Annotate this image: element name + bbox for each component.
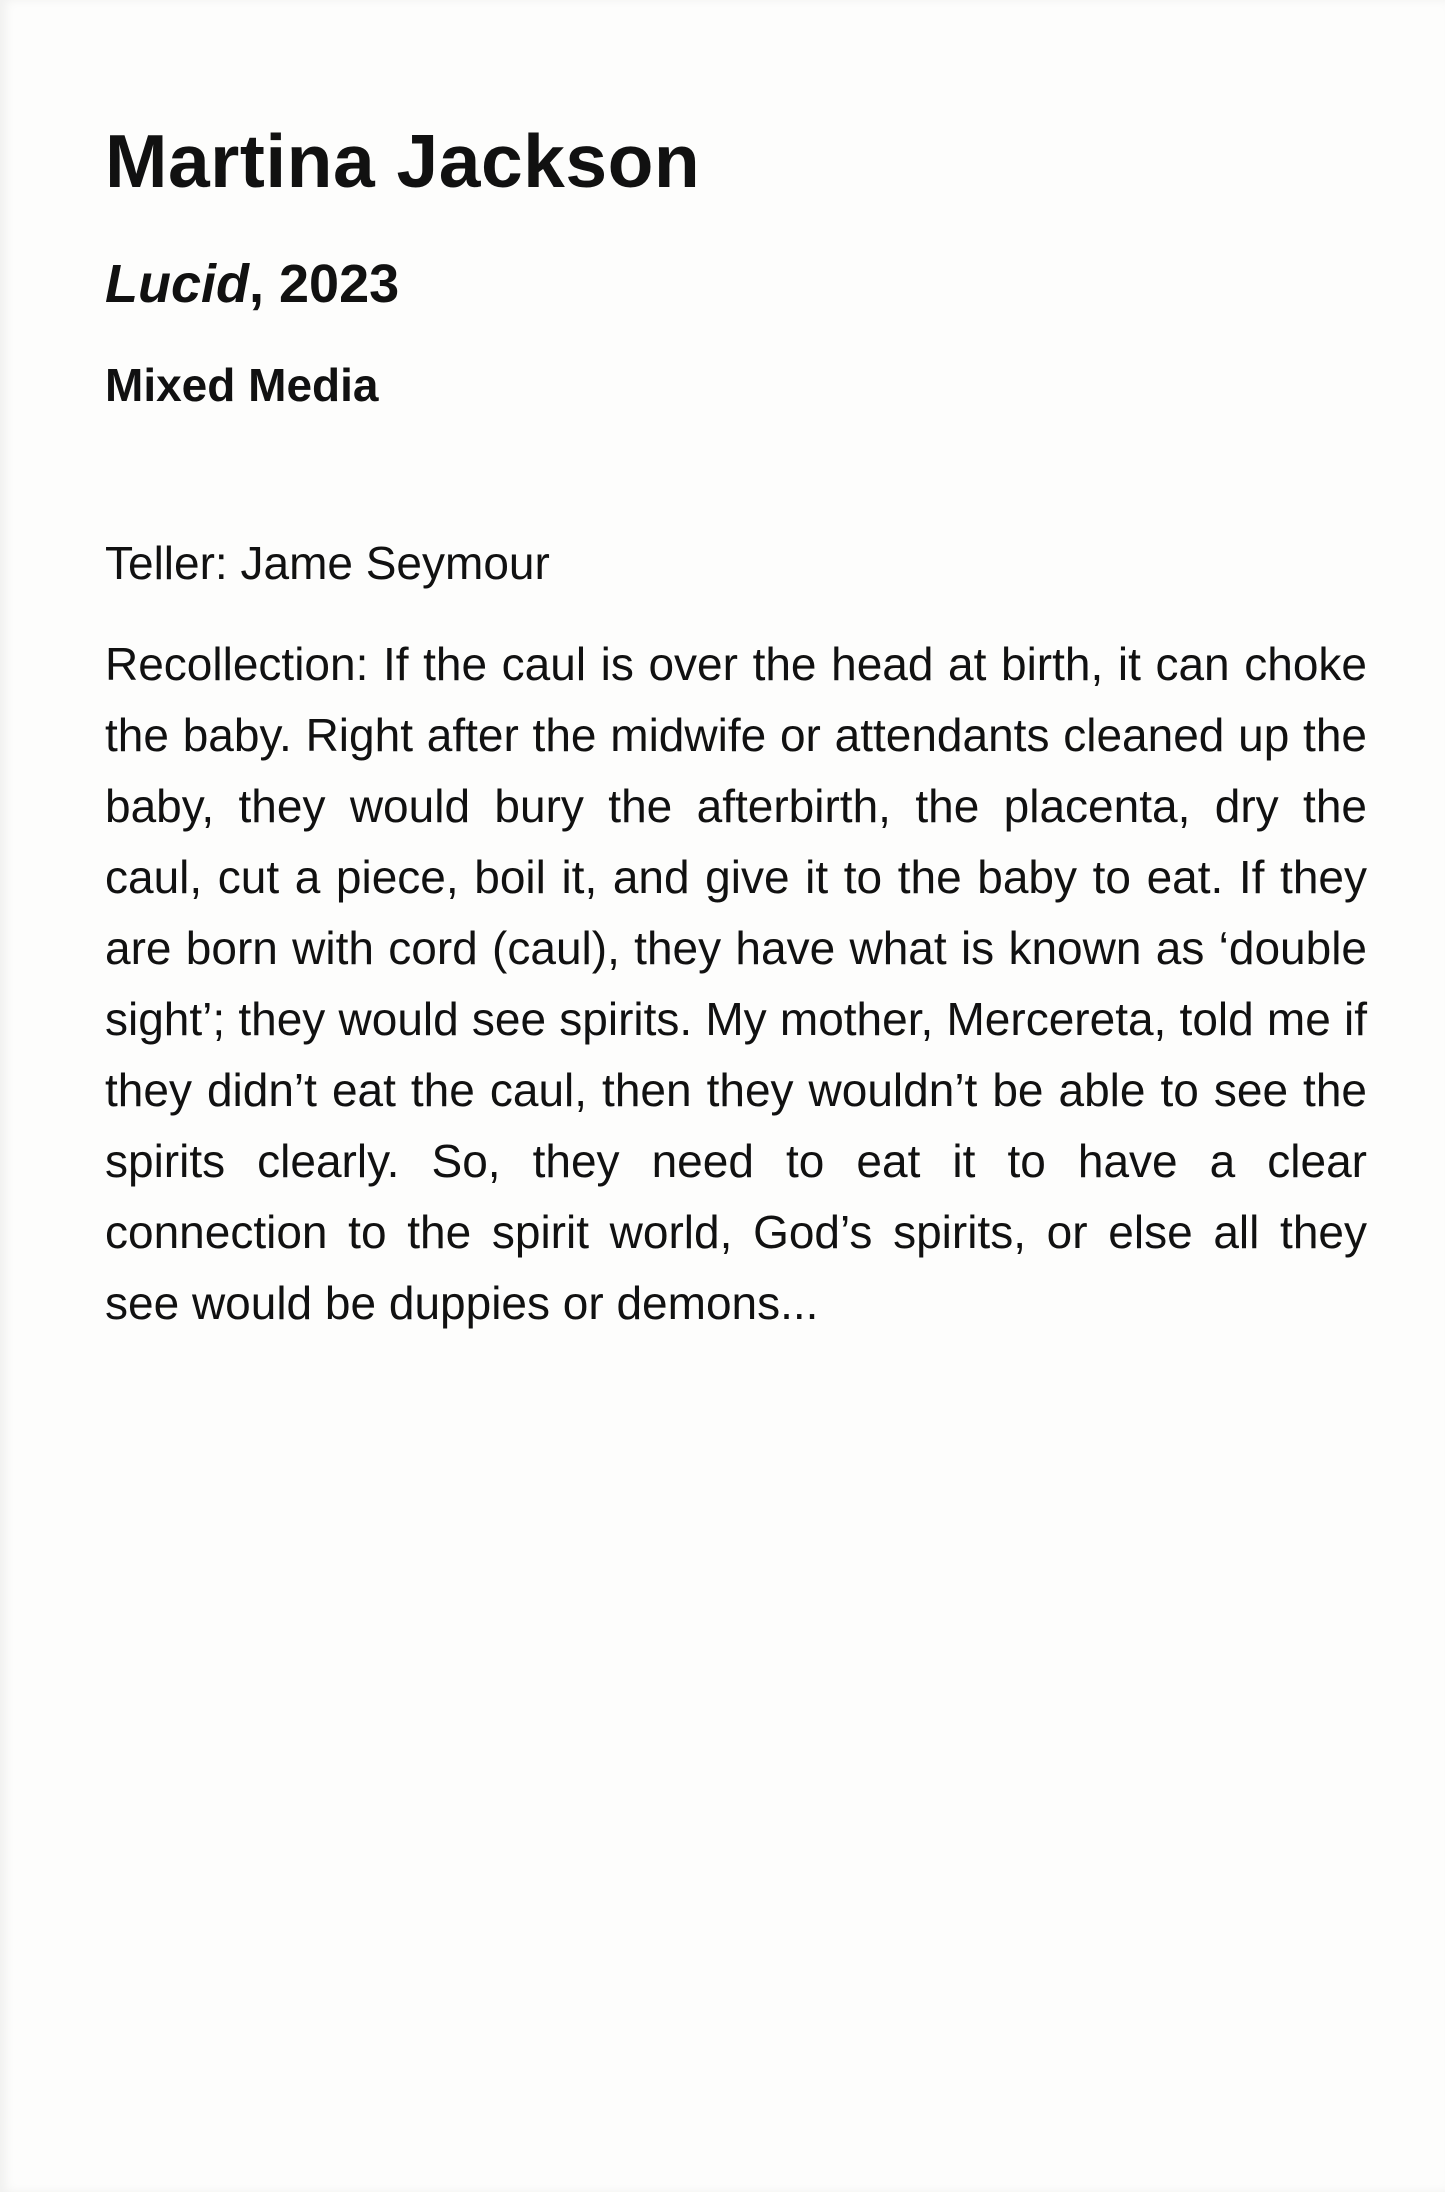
label-content	[105, 120, 1367, 1339]
teller-line: Teller: Jame Seymour	[105, 537, 550, 590]
artwork-medium: Mixed Media	[105, 358, 379, 411]
artist-name: Martina Jackson	[105, 119, 701, 203]
artwork-year: , 2023	[249, 253, 400, 314]
recollection-text: Recollection: If the caul is over the head at birth, it can choke the baby. Right after the midwife or attendants cleaned up the baby, they would bury the afterbirth, the placenta, dry the caul, cut a piece, boil it, and give it to the baby to eat. If they are born with cord (caul), they have what is known as ‘double sight’; they would see spirits. My mother, Mercereta, told me if they didn’t eat the caul, then they wouldn’t be able to see the spirits clearly. So, they need to eat it to have a clear connection to the spirit world, God’s spirits, or else all they see would be duppies or demons...	[105, 638, 1367, 1330]
artwork-title-line	[105, 255, 1367, 314]
artwork-title: Lucid	[105, 253, 249, 314]
